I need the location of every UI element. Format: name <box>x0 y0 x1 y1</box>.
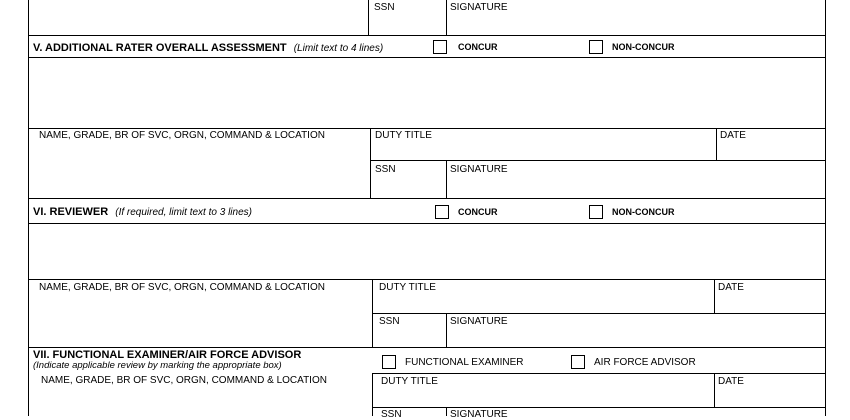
section5-signature-field[interactable] <box>450 176 822 196</box>
section6-header-line <box>28 223 826 224</box>
section6-duty-line <box>372 313 826 314</box>
section6-name-line <box>28 279 826 280</box>
top-ssn-field[interactable] <box>374 14 444 34</box>
section6-signature-label: SIGNATURE <box>450 316 508 327</box>
section7-subtitle: (Indicate applicable review by marking the appropriate box) <box>33 360 282 371</box>
section6-subtitle: (If required, limit text to 3 lines) <box>115 207 252 218</box>
section6-duty-title-label: DUTY TITLE <box>379 282 436 293</box>
section5-ssn-label: SSN <box>375 164 396 175</box>
section6-date-label: DATE <box>718 282 744 293</box>
section7-duty-line <box>372 407 826 408</box>
section5-name-line <box>28 128 826 129</box>
top-signature-field[interactable] <box>450 14 822 34</box>
section6-top-line <box>28 198 826 199</box>
section7-divider-ssn <box>446 407 447 416</box>
section6-ssn-field[interactable] <box>377 328 443 346</box>
section6-concur-label: CONCUR <box>458 207 498 217</box>
section7-duty-title-field[interactable] <box>377 388 711 405</box>
section6-duty-title-field[interactable] <box>377 294 711 311</box>
section5-header-line <box>28 57 826 58</box>
functional-examiner-label: FUNCTIONAL EXAMINER <box>405 357 524 368</box>
section7-date-label: DATE <box>718 376 744 387</box>
section7-name-field[interactable] <box>33 388 369 416</box>
left-border <box>28 0 29 416</box>
section7-name-label: NAME, GRADE, BR OF SVC, ORGN, COMMAND & LOCATION <box>41 375 327 386</box>
section6-name-field[interactable] <box>33 294 369 346</box>
section6-nonconcur-checkbox[interactable] <box>589 205 603 219</box>
section7-title: VII. FUNCTIONAL EXAMINER/AIR FORCE ADVISOR <box>33 349 302 361</box>
section6-nonconcur-label: NON-CONCUR <box>612 207 675 217</box>
section5-top-line <box>28 35 826 36</box>
section5-duty-line <box>370 160 826 161</box>
section5-subtitle: (Limit text to 4 lines) <box>293 43 384 54</box>
section6-title-text: VI. REVIEWER <box>33 206 109 218</box>
section7-divider-date <box>714 373 715 407</box>
section6-name-label: NAME, GRADE, BR OF SVC, ORGN, COMMAND & LOCATION <box>39 282 325 293</box>
section6-date-field[interactable] <box>718 294 822 311</box>
section5-name-label: NAME, GRADE, BR OF SVC, ORGN, COMMAND & LOCATION <box>39 130 325 141</box>
section7-divider-name <box>372 373 373 416</box>
section6-concur-checkbox[interactable] <box>435 205 449 219</box>
section5-signature-label: SIGNATURE <box>450 164 508 175</box>
section5-concur-label: CONCUR <box>458 42 498 52</box>
section5-title <box>33 42 383 55</box>
section7-header-line <box>372 373 826 374</box>
section5-duty-title-field[interactable] <box>375 142 713 158</box>
section5-assessment-textarea[interactable] <box>31 60 823 126</box>
af-advisor-label: AIR FORCE ADVISOR <box>594 357 696 368</box>
section7-duty-title-label: DUTY TITLE <box>381 376 438 387</box>
section5-concur-checkbox[interactable] <box>433 40 447 54</box>
section5-title-text: V. ADDITIONAL RATER OVERALL ASSESSMENT <box>33 42 287 54</box>
af-advisor-checkbox[interactable] <box>571 355 585 369</box>
section5-name-field[interactable] <box>33 142 367 196</box>
section5-divider-ssn <box>446 160 447 198</box>
top-signature-label: SIGNATURE <box>450 2 508 13</box>
right-border <box>825 0 826 416</box>
section5-date-label: DATE <box>720 130 746 141</box>
section5-divider-date <box>716 128 717 160</box>
top-ssn-label: SSN <box>374 2 395 13</box>
section6-divider-date <box>714 279 715 313</box>
section5-duty-title-label: DUTY TITLE <box>375 130 432 141</box>
section5-ssn-field[interactable] <box>375 176 443 196</box>
section7-top-line <box>28 347 826 348</box>
section7-ssn-label: SSN <box>381 409 402 420</box>
top-divider-a <box>368 0 369 36</box>
section5-divider-name <box>370 128 371 198</box>
functional-examiner-checkbox[interactable] <box>382 355 396 369</box>
section5-date-field[interactable] <box>720 142 822 158</box>
section6-divider-ssn <box>446 313 447 347</box>
section7-date-field[interactable] <box>718 388 822 405</box>
section6-title <box>33 206 252 219</box>
section6-review-textarea[interactable] <box>31 226 823 276</box>
top-divider-b <box>446 0 447 36</box>
section6-signature-field[interactable] <box>450 328 822 346</box>
section7-signature-label: SIGNATURE <box>450 409 508 420</box>
section5-nonconcur-checkbox[interactable] <box>589 40 603 54</box>
section5-nonconcur-label: NON-CONCUR <box>612 42 675 52</box>
section6-ssn-label: SSN <box>379 316 400 327</box>
